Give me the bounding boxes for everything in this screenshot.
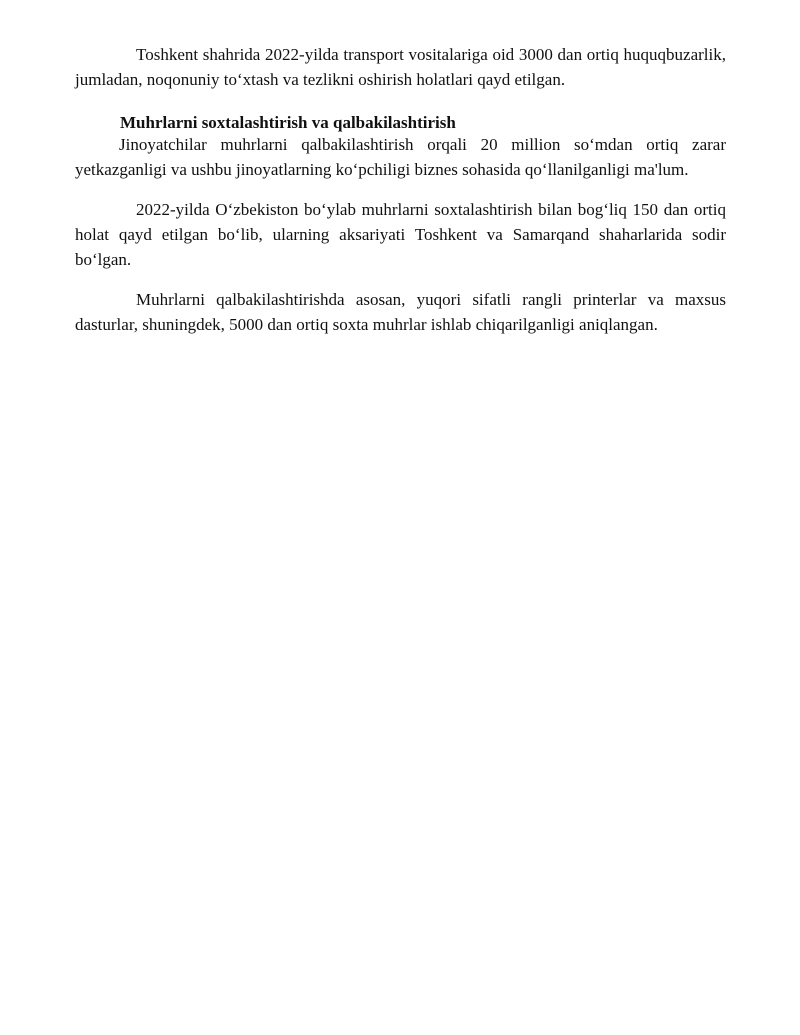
paragraph-cases-2022: 2022-yilda O‘zbekiston bo‘ylab muhrlarni soxtalashtirish bilan bog‘liq 150 dan ortiq holat qayd etilgan bo‘lib, ularning aksariyati Toshkent va Samarqand shaharlarida sodir bo‘lgan.	[75, 200, 726, 269]
paragraph-damage: Jinoyatchilar muhrlarni qalbakilashtirish orqali 20 million so‘mdan ortiq zarar yetkazganligi va ushbu jinoyatlarning ko‘pchiligi biznes sohasida qo‘llanilganligi ma'lum.	[75, 135, 726, 179]
section-heading: Muhrlarni soxtalashtirish va qalbakilashtirish	[120, 113, 456, 132]
paragraph-transport-violations: Toshkent shahrida 2022-yilda transport vositalariga oid 3000 dan ortiq huquqbuzarlik, jumladan, noqonuniy to‘xtash va tezlikni oshirish holatlari qayd etilgan.	[75, 45, 726, 89]
paragraph-methods: Muhrlarni qalbakilashtirishda asosan, yuqori sifatli rangli printerlar va maxsus dasturlar, shuningdek, 5000 dan ortiq soxta muhrlar ishlab chiqarilganligi aniqlangan.	[75, 290, 726, 334]
